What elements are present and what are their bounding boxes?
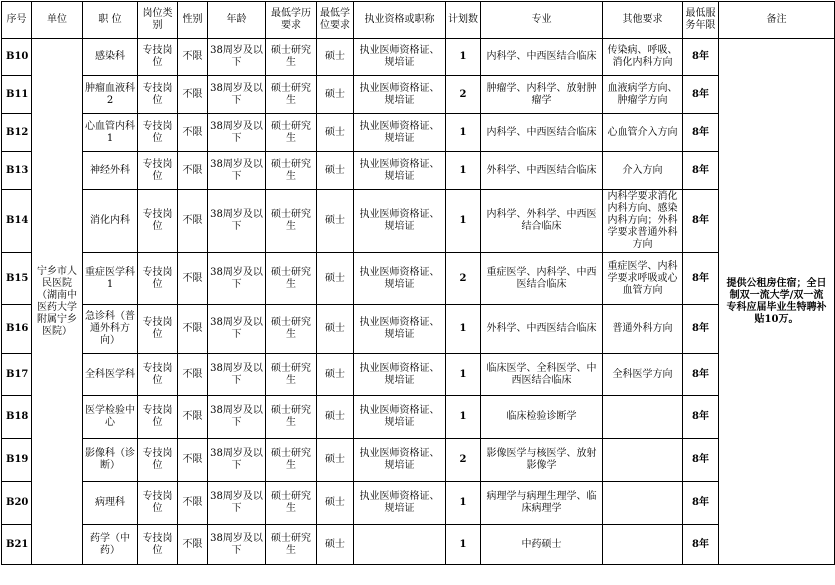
other-requirements-cell: [603, 439, 683, 482]
position-cell: 感染科: [83, 39, 138, 76]
plan-count-cell: 2: [446, 253, 481, 305]
gender-cell: 不限: [178, 439, 208, 482]
major-cell: 中药硕士: [481, 525, 603, 565]
service-years-cell: 8年: [683, 482, 719, 525]
major-cell: 临床医学、全科医学、中西医结合临床: [481, 354, 603, 396]
education-cell: 硕士研究生: [266, 305, 317, 354]
row-id-cell: B15: [2, 253, 32, 305]
header-cell: 最低学位要求: [317, 2, 354, 39]
gender-cell: 不限: [178, 354, 208, 396]
plan-count-cell: 1: [446, 114, 481, 152]
row-id-cell: B10: [2, 39, 32, 76]
service-years-cell: 8年: [683, 439, 719, 482]
service-years-cell: 8年: [683, 190, 719, 253]
position-cell: 急诊科（普通外科方向）: [83, 305, 138, 354]
gender-cell: 不限: [178, 114, 208, 152]
note-cell: 提供公租房住宿；全日制双一流大学/双一流专科应届毕业生特聘补贴10万。: [719, 39, 835, 565]
service-years-cell: 8年: [683, 114, 719, 152]
header-cell: 年龄: [208, 2, 266, 39]
degree-cell: 硕士: [317, 76, 354, 114]
category-cell: 专技岗位: [138, 114, 178, 152]
age-cell: 38周岁及以下: [208, 114, 266, 152]
other-requirements-cell: 全科医学方向: [603, 354, 683, 396]
major-cell: 内科学、中西医结合临床: [481, 39, 603, 76]
degree-cell: 硕士: [317, 396, 354, 439]
certification-cell: 执业医师资格证、规培证: [354, 396, 446, 439]
row-id-cell: B17: [2, 354, 32, 396]
degree-cell: 硕士: [317, 152, 354, 190]
position-cell: 消化内科: [83, 190, 138, 253]
other-requirements-cell: [603, 525, 683, 565]
service-years-cell: 8年: [683, 396, 719, 439]
certification-cell: 执业医师资格证、规培证: [354, 39, 446, 76]
major-cell: 外科学、中西医结合临床: [481, 152, 603, 190]
row-id-cell: B18: [2, 396, 32, 439]
plan-count-cell: 1: [446, 396, 481, 439]
gender-cell: 不限: [178, 525, 208, 565]
table-row: [2, 76, 835, 114]
age-cell: 38周岁及以下: [208, 439, 266, 482]
plan-count-cell: 2: [446, 439, 481, 482]
header-cell: 序号: [2, 2, 32, 39]
certification-cell: 执业医师资格证、规培证: [354, 305, 446, 354]
service-years-cell: 8年: [683, 76, 719, 114]
major-cell: 内科学、中西医结合临床: [481, 114, 603, 152]
major-cell: 影像医学与核医学、放射影像学: [481, 439, 603, 482]
major-cell: 病理学与病理生理学、临床病理学: [481, 482, 603, 525]
row-id-cell: B11: [2, 76, 32, 114]
certification-cell: 执业医师资格证、规培证: [354, 152, 446, 190]
plan-count-cell: 1: [446, 39, 481, 76]
major-cell: 内科学、外科学、中西医结合临床: [481, 190, 603, 253]
category-cell: 专技岗位: [138, 482, 178, 525]
gender-cell: 不限: [178, 482, 208, 525]
position-cell: 全科医学科: [83, 354, 138, 396]
header-cell: 性别: [178, 2, 208, 39]
degree-cell: 硕士: [317, 354, 354, 396]
header-cell: 最低学历要求: [266, 2, 317, 39]
gender-cell: 不限: [178, 253, 208, 305]
row-id-cell: B16: [2, 305, 32, 354]
category-cell: 专技岗位: [138, 396, 178, 439]
category-cell: 专技岗位: [138, 305, 178, 354]
other-requirements-cell: [603, 396, 683, 439]
age-cell: 38周岁及以下: [208, 190, 266, 253]
plan-count-cell: 2: [446, 76, 481, 114]
gender-cell: 不限: [178, 190, 208, 253]
table-row: [2, 525, 835, 565]
category-cell: 专技岗位: [138, 525, 178, 565]
major-cell: 重症医学、内科学、中西医结合临床: [481, 253, 603, 305]
certification-cell: 执业医师资格证、规培证: [354, 76, 446, 114]
plan-count-cell: 1: [446, 354, 481, 396]
degree-cell: 硕士: [317, 305, 354, 354]
certification-cell: 执业医师资格证、规培证: [354, 354, 446, 396]
education-cell: 硕士研究生: [266, 39, 317, 76]
age-cell: 38周岁及以下: [208, 305, 266, 354]
table-row: [2, 482, 835, 525]
header-cell: 其他要求: [603, 2, 683, 39]
other-requirements-cell: 心血管介入方向: [603, 114, 683, 152]
certification-cell: 执业医师资格证、规培证: [354, 114, 446, 152]
age-cell: 38周岁及以下: [208, 482, 266, 525]
education-cell: 硕士研究生: [266, 152, 317, 190]
gender-cell: 不限: [178, 305, 208, 354]
category-cell: 专技岗位: [138, 39, 178, 76]
other-requirements-cell: 介入方向: [603, 152, 683, 190]
plan-count-cell: 1: [446, 152, 481, 190]
category-cell: 专技岗位: [138, 190, 178, 253]
table-row: [2, 396, 835, 439]
row-id-cell: B21: [2, 525, 32, 565]
gender-cell: 不限: [178, 152, 208, 190]
position-cell: 药学（中药）: [83, 525, 138, 565]
table-row: [2, 114, 835, 152]
header-cell: 专业: [481, 2, 603, 39]
position-cell: 重症医学科1: [83, 253, 138, 305]
position-cell: 影像科（诊断）: [83, 439, 138, 482]
service-years-cell: 8年: [683, 152, 719, 190]
category-cell: 专技岗位: [138, 76, 178, 114]
table-row: [2, 152, 835, 190]
gender-cell: 不限: [178, 76, 208, 114]
gender-cell: 不限: [178, 39, 208, 76]
position-cell: 病理科: [83, 482, 138, 525]
table-row: [2, 190, 835, 253]
category-cell: 专技岗位: [138, 152, 178, 190]
table-row: [2, 354, 835, 396]
recruitment-table: [1, 1, 835, 565]
category-cell: 专技岗位: [138, 253, 178, 305]
table-row: [2, 305, 835, 354]
header-cell: 计划数: [446, 2, 481, 39]
degree-cell: 硕士: [317, 439, 354, 482]
header-cell: 职 位: [83, 2, 138, 39]
table-row: [2, 439, 835, 482]
service-years-cell: 8年: [683, 354, 719, 396]
category-cell: 专技岗位: [138, 439, 178, 482]
certification-cell: 执业医师资格证、规培证: [354, 482, 446, 525]
degree-cell: 硕士: [317, 190, 354, 253]
plan-count-cell: 1: [446, 305, 481, 354]
education-cell: 硕士研究生: [266, 396, 317, 439]
row-id-cell: B12: [2, 114, 32, 152]
row-id-cell: B14: [2, 190, 32, 253]
other-requirements-cell: 血液病学方向、肿瘤学方向: [603, 76, 683, 114]
service-years-cell: 8年: [683, 39, 719, 76]
degree-cell: 硕士: [317, 525, 354, 565]
header-cell: 单位: [32, 2, 83, 39]
service-years-cell: 8年: [683, 253, 719, 305]
plan-count-cell: 1: [446, 482, 481, 525]
certification-cell: 执业医师资格证、规培证: [354, 190, 446, 253]
other-requirements-cell: 重症医学、内科学要求呼吸或心血管方向: [603, 253, 683, 305]
row-id-cell: B20: [2, 482, 32, 525]
age-cell: 38周岁及以下: [208, 152, 266, 190]
degree-cell: 硕士: [317, 114, 354, 152]
certification-cell: 执业医师资格证、规培证: [354, 253, 446, 305]
other-requirements-cell: [603, 482, 683, 525]
plan-count-cell: 1: [446, 190, 481, 253]
service-years-cell: 8年: [683, 305, 719, 354]
major-cell: 肿瘤学、内科学、放射肿瘤学: [481, 76, 603, 114]
age-cell: 38周岁及以下: [208, 396, 266, 439]
age-cell: 38周岁及以下: [208, 354, 266, 396]
header-cell: 执业资格或职称: [354, 2, 446, 39]
header-row: [2, 2, 835, 39]
certification-cell: [354, 525, 446, 565]
education-cell: 硕士研究生: [266, 190, 317, 253]
service-years-cell: 8年: [683, 525, 719, 565]
degree-cell: 硕士: [317, 253, 354, 305]
degree-cell: 硕士: [317, 39, 354, 76]
other-requirements-cell: 传染病、呼吸、消化内科方向: [603, 39, 683, 76]
education-cell: 硕士研究生: [266, 482, 317, 525]
position-cell: 医学检验中心: [83, 396, 138, 439]
row-id-cell: B13: [2, 152, 32, 190]
education-cell: 硕士研究生: [266, 525, 317, 565]
position-cell: 神经外科: [83, 152, 138, 190]
unit-cell: 宁乡市人民医院（湖南中医药大学附属宁乡医院）: [32, 39, 83, 565]
table-row: [2, 253, 835, 305]
header-cell: 最低服务年限: [683, 2, 719, 39]
major-cell: 临床检验诊断学: [481, 396, 603, 439]
category-cell: 专技岗位: [138, 354, 178, 396]
education-cell: 硕士研究生: [266, 253, 317, 305]
position-cell: 心血管内科1: [83, 114, 138, 152]
row-id-cell: B19: [2, 439, 32, 482]
table-body: [2, 39, 835, 565]
age-cell: 38周岁及以下: [208, 253, 266, 305]
age-cell: 38周岁及以下: [208, 76, 266, 114]
age-cell: 38周岁及以下: [208, 525, 266, 565]
position-cell: 肿瘤血液科2: [83, 76, 138, 114]
other-requirements-cell: 内科学要求消化内科方向、感染内科方向；外科学要求普通外科方向: [603, 190, 683, 253]
education-cell: 硕士研究生: [266, 354, 317, 396]
age-cell: 38周岁及以下: [208, 39, 266, 76]
table-row: [2, 39, 835, 76]
header-cell: 备注: [719, 2, 835, 39]
gender-cell: 不限: [178, 396, 208, 439]
education-cell: 硕士研究生: [266, 439, 317, 482]
other-requirements-cell: 普通外科方向: [603, 305, 683, 354]
major-cell: 外科学、中西医结合临床: [481, 305, 603, 354]
plan-count-cell: 1: [446, 525, 481, 565]
header-cell: 岗位类别: [138, 2, 178, 39]
degree-cell: 硕士: [317, 482, 354, 525]
education-cell: 硕士研究生: [266, 114, 317, 152]
education-cell: 硕士研究生: [266, 76, 317, 114]
certification-cell: 执业医师资格证、规培证: [354, 439, 446, 482]
